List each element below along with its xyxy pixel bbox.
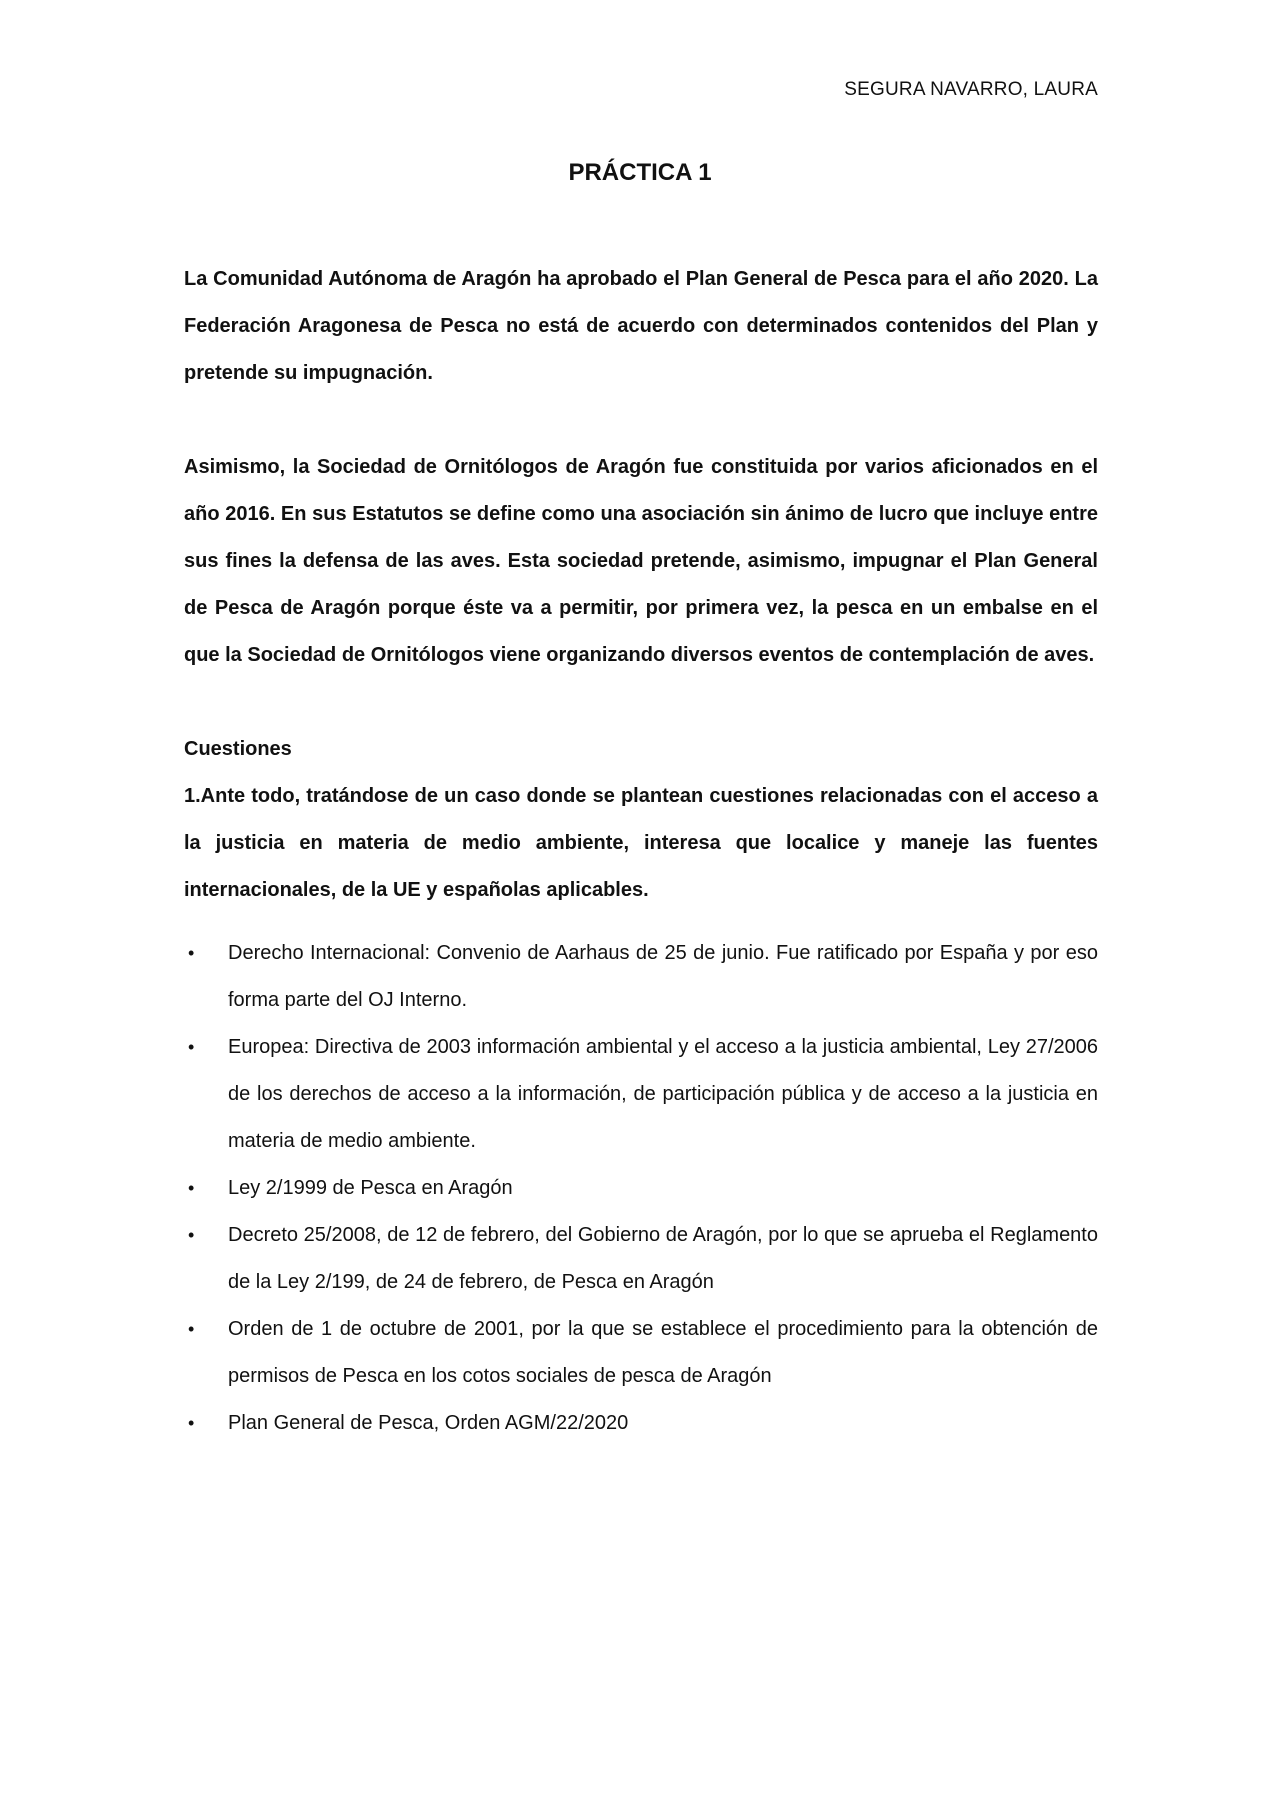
- bullet-icon: •: [188, 1178, 195, 1198]
- list-item-text: Plan General de Pesca, Orden AGM/22/2020: [228, 1412, 629, 1434]
- bullet-icon: •: [188, 1319, 195, 1339]
- list-item-text: Ley 2/1999 de Pesca en Aragón: [228, 1177, 513, 1199]
- document-body: [184, 256, 1098, 1447]
- bullet-icon: •: [188, 943, 195, 963]
- list-item: [184, 1024, 1098, 1165]
- questions-heading: Cuestiones: [184, 738, 292, 760]
- list-item: [184, 1306, 1098, 1400]
- list-item: [184, 930, 1098, 1024]
- list-item-text: Orden de 1 de octubre de 2001, por la que se establece el procedimiento para la obtención de permisos de Pesca en los cotos sociales de pesca de Aragón: [228, 1318, 1098, 1387]
- references-list: [184, 930, 1098, 1447]
- page-title: PRÁCTICA 1: [568, 159, 712, 186]
- list-item: [184, 1165, 1098, 1212]
- paragraph-intro: La Comunidad Autónoma de Aragón ha aprobado el Plan General de Pesca para el año 2020. La Federación Aragonesa de Pesca no está de acuerdo con determinados contenidos del Plan y pretende su impugnación.: [184, 268, 1098, 384]
- author-name: SEGURA NAVARRO, LAURA: [844, 79, 1098, 100]
- list-item-text: Derecho Internacional: Convenio de Aarhaus de 25 de junio. Fue ratificado por España y por eso forma parte del OJ Interno.: [228, 942, 1098, 1011]
- list-item: [184, 1212, 1098, 1306]
- list-item: [184, 1400, 1098, 1447]
- paragraph-ornithologists: Asimismo, la Sociedad de Ornitólogos de Aragón fue constituida por varios aficionados en el año 2016. En sus Estatutos se define como una asociación sin ánimo de lucro que incluye entre sus fines la defensa de las aves. Esta sociedad pretende, asimismo, impugnar el Plan General de Pesca de Aragón porque éste va a permitir, por primera vez, la pesca en un embalse en el que la Sociedad de Ornitólogos viene organizando diversos eventos de contemplación de aves.: [184, 456, 1098, 666]
- bullet-icon: •: [188, 1037, 195, 1057]
- bullet-icon: •: [188, 1413, 195, 1433]
- list-item-text: Decreto 25/2008, de 12 de febrero, del Gobierno de Aragón, por lo que se aprueba el Reglamento de la Ley 2/199, de 24 de febrero, de Pesca en Aragón: [228, 1224, 1098, 1293]
- bullet-icon: •: [188, 1225, 195, 1245]
- list-item-text: Europea: Directiva de 2003 información ambiental y el acceso a la justicia ambiental, Ley 27/2006 de los derechos de acceso a la información, de participación pública y de acceso a la justicia en materia de medio ambiente.: [228, 1036, 1098, 1152]
- question-1: 1.Ante todo, tratándose de un caso donde se plantean cuestiones relacionadas con el acceso a la justicia en materia de medio ambiente, interesa que localice y maneje las fuentes internacionales, de la UE y españolas aplicables.: [184, 785, 1098, 901]
